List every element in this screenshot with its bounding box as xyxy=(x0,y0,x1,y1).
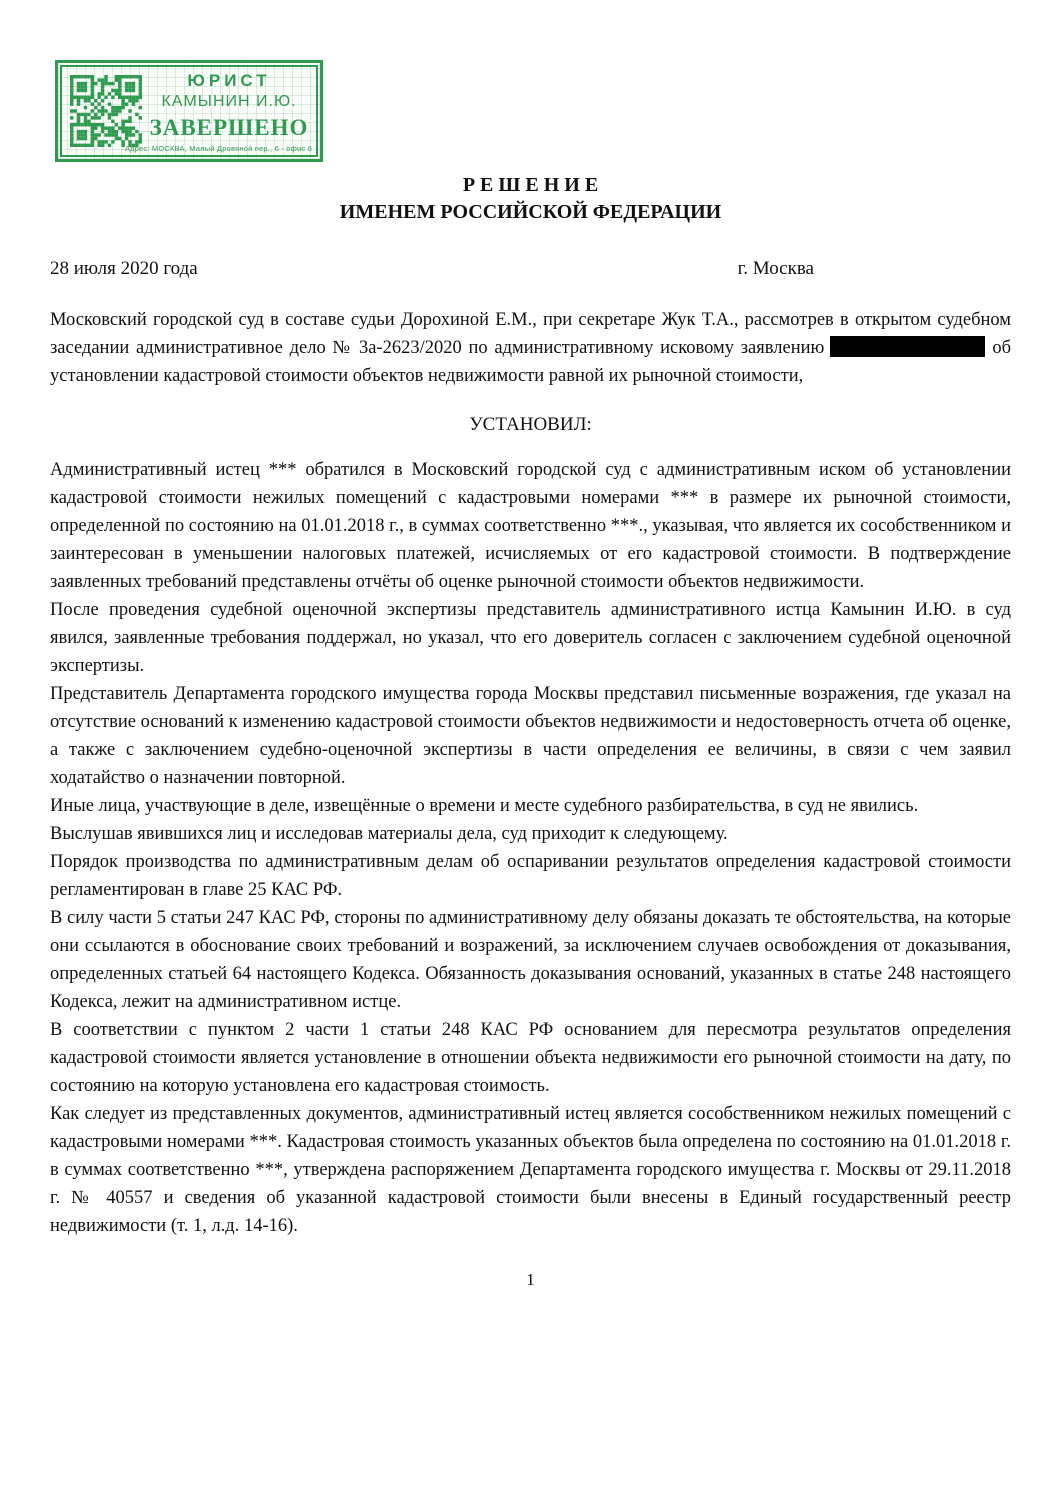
paragraph-6: Порядок производства по административным делам об оспаривании результатов определения кадастровой стоимости регламентирован в главе 25 КАС РФ. xyxy=(50,852,1011,900)
paragraph-5: Выслушав явившихся лиц и исследовав материалы дела, суд приходит к следующему. xyxy=(50,824,728,844)
redaction-box xyxy=(830,336,985,357)
lawyer-stamp xyxy=(55,60,323,162)
dateline xyxy=(50,258,1011,280)
decision-date: 28 июля 2020 года xyxy=(50,258,198,279)
paragraph-2: После проведения судебной оценочной экспертизы представитель административного истца Камынин И.Ю. в суд явился, заявленные требования поддержал, но указал, что его доверитель согласен с заключением судебной оценочной экспертизы. xyxy=(50,600,1011,676)
stamp-profession: ЮРИСТ xyxy=(187,71,271,91)
paragraph-3: Представитель Департамента городского имущества города Москвы представил письменные возражения, где указал на отсутствие оснований к изменению кадастровой стоимости объектов недвижимости и недостоверность отчета об оценке, а также с заключением судебно-оценочной экспертизы в части определения ее величины, в связи с чем заявил ходатайство о назначении повторной. xyxy=(50,684,1011,788)
paragraph-9: Как следует из представленных документов, административный истец является сособственником нежилых помещений с кадастровыми номерами ***. Кадастровая стоимость указанных объектов была определена по состоянию на 01.01.2018 г. в суммах соответственно ***, утверждена распоряжением Департамента городского имущества г. Москвы от 29.11.2018 г. № 40557 и сведения об указанной кадастровой стоимости были внесены в Единый государственный реестр недвижимости (т. 1, л.д. 14-16). xyxy=(50,1104,1011,1236)
paragraph-8: В соответствии с пунктом 2 части 1 статьи 248 КАС РФ основанием для пересмотра результатов определения кадастровой стоимости является установление в отношении объекта недвижимости его рыночной стоимости на дату, по состоянию на которую установлена его кадастровая стоимость. xyxy=(50,1020,1011,1096)
stamp-text-block xyxy=(124,71,312,153)
qr-code-icon xyxy=(70,75,142,147)
decision-city: г. Москва xyxy=(737,258,814,279)
paragraph-4: Иные лица, участвующие в деле, извещённые о времени и месте судебного разбирательства, в суд не явились. xyxy=(50,796,919,816)
page-number: 1 xyxy=(526,1270,535,1289)
paragraph-1: Административный истец *** обратился в Московский городской суд с административным иском об установлении кадастровой стоимости нежилых помещений с кадастровыми номерами *** в размере их рыночной стоимости, определенной по состоянию на 01.01.2018 г., в суммах соответственно ***., указывая, что является их сособственником и заинтересован в уменьшении налоговых платежей, исчисляемых от его кадастровой стоимости. В подтверждение заявленных требований представлены отчёты об оценке рыночной стоимости объектов недвижимости. xyxy=(50,460,1011,592)
intro-paragraph xyxy=(50,306,1011,390)
stamp-lawyer-name: КАМЫНИН И.Ю. xyxy=(161,93,297,111)
section-heading: УСТАНОВИЛ: xyxy=(469,414,592,435)
intro-text-after: об установлении кадастровой стоимости объектов недвижимости равной их рыночной стоимости, xyxy=(50,338,1011,386)
stamp-status: ЗАВЕРШЕНО xyxy=(149,115,309,141)
paragraph-7: В силу части 5 статьи 247 КАС РФ, стороны по административному делу обязаны доказать те обстоятельства, на которые они ссылаются в обоснование своих требований и возражений, за исключением случаев освобождения от доказывания, определенных статьей 64 настоящего Кодекса. Обязанность доказывания оснований, указанных в статье 248 настоящего Кодекса, лежит на административном истце. xyxy=(50,908,1011,1012)
stamp-address: Адрес: МОСКВА, Малый Дровяной пер., 6 - офис 6 xyxy=(124,143,312,153)
stamp-inner-frame xyxy=(60,65,318,157)
intro-text-before: Московский городской суд в составе судьи Дорохиной Е.М., при секретаре Жук Т.А., рассмотрев в открытом судебном заседании административное дело № 3а-2623/2020 по административному исковому заявлению xyxy=(50,310,1011,358)
decision-subtitle: ИМЕНЕМ РОССИЙСКОЙ ФЕДЕРАЦИИ xyxy=(339,201,722,223)
decision-title: Р Е Ш Е Н И Е xyxy=(462,174,599,196)
